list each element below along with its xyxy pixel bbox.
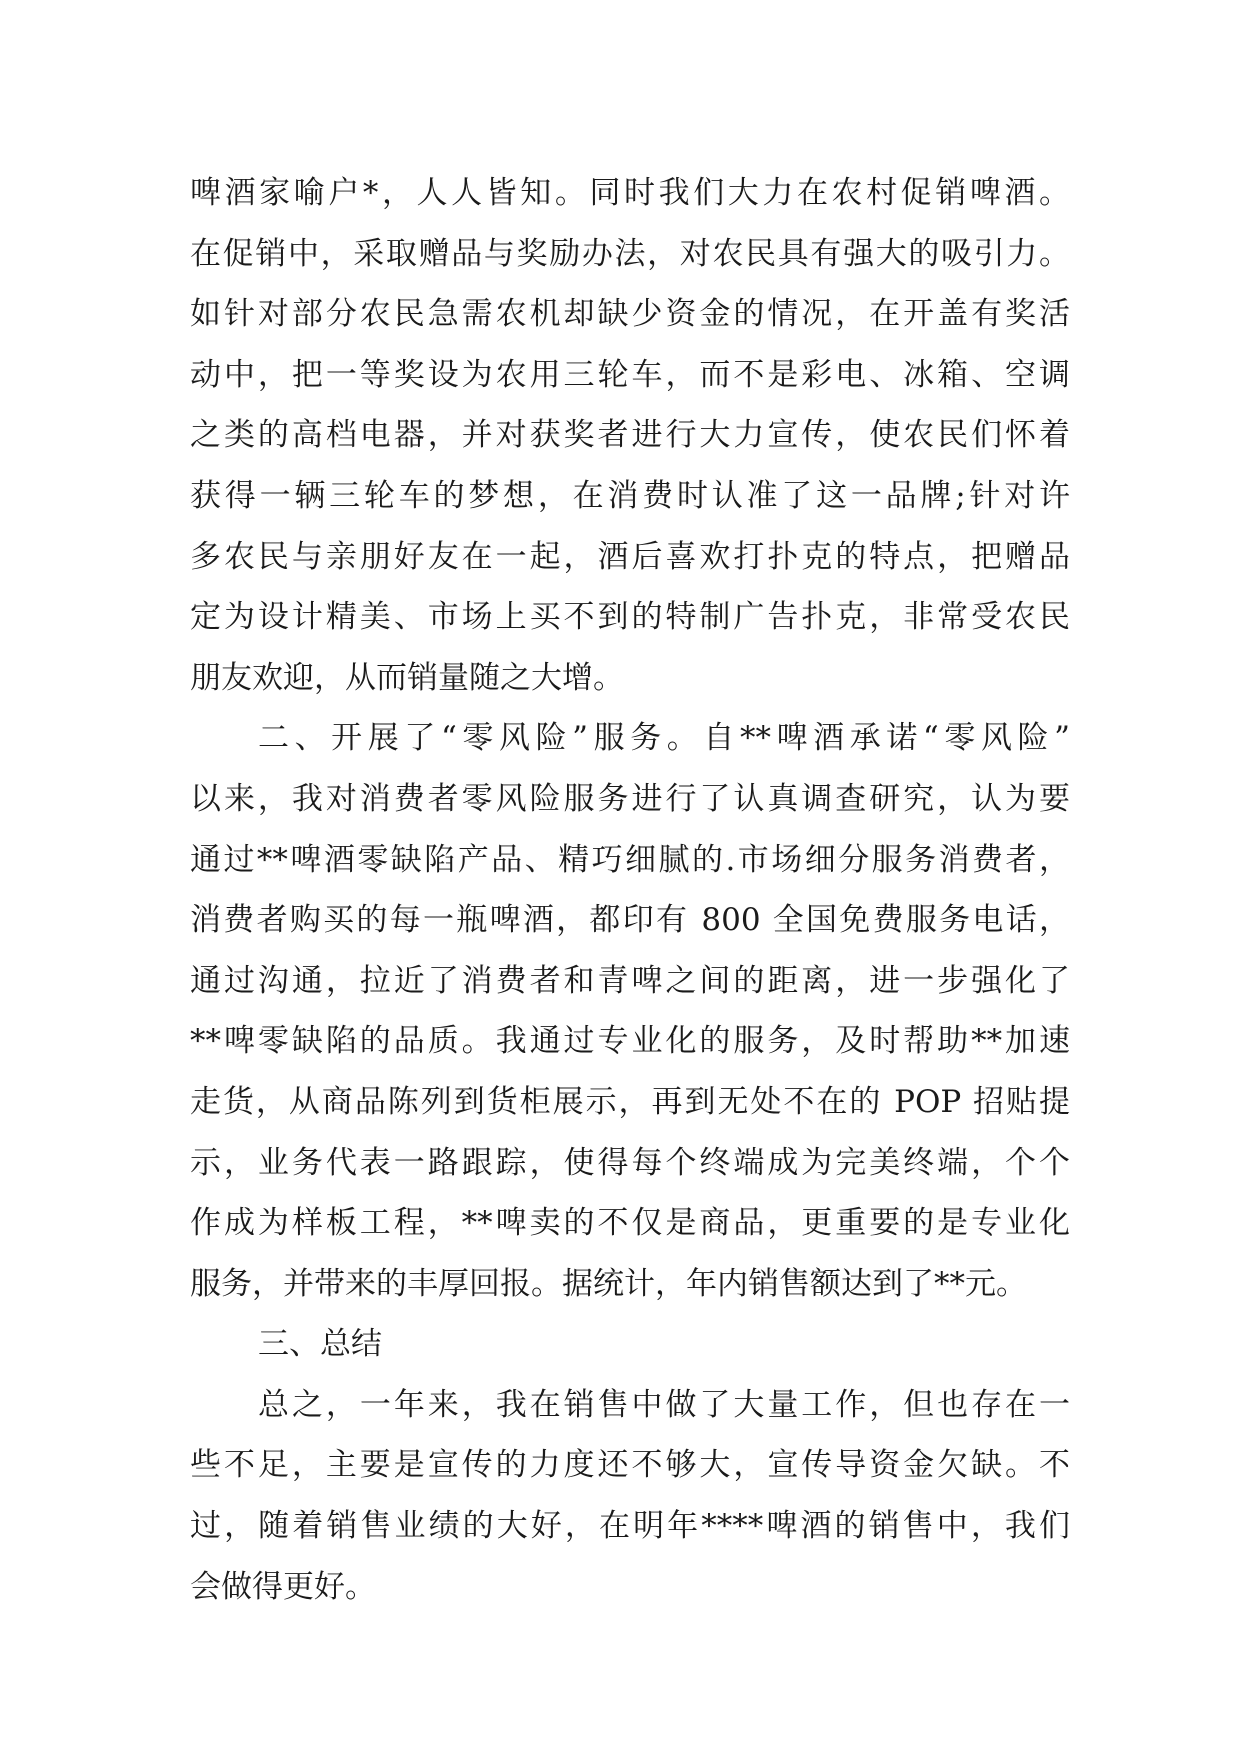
text-line: 示，业务代表一路跟踪，使得每个终端成为完美终端，个个: [190, 1144, 1070, 1181]
text-line: **啤零缺陷的品质。我通过专业化的服务，及时帮助**加速: [190, 1023, 1070, 1060]
text-line: 多农民与亲朋好友在一起，酒后喜欢打扑克的特点，把赠品: [190, 538, 1070, 575]
text-line: 定为设计精美、市场上买不到的特制广告扑克，非常受农民: [190, 599, 1070, 636]
text-line: 服务，并带来的丰厚回报。据统计，年内销售额达到了**元。: [190, 1265, 1027, 1302]
text-line: 作成为样板工程，**啤卖的不仅是商品，更重要的是专业化: [190, 1205, 1070, 1242]
document-body: [190, 163, 1070, 1617]
section-heading-2: 二、开展了“零风险”服务。自**啤酒承诺“零风险”: [258, 720, 1070, 757]
text-line: 如针对部分农民急需农机却缺少资金的情况，在开盖有奖活: [190, 296, 1070, 333]
text-line: 啤酒家喻户*，人人皆知。同时我们大力在农村促销啤酒。: [190, 175, 1070, 211]
text-line: 在促销中，采取赠品与奖励办法，对农民具有强大的吸引力。: [190, 235, 1070, 272]
text-line: 动中，把一等奖设为农用三轮车，而不是彩电、冰箱、空调: [190, 356, 1070, 393]
text-line: 之类的高档电器，并对获奖者进行大力宣传，使农民们怀着: [190, 417, 1070, 454]
text-line: 获得一辆三轮车的梦想，在消费时认准了这一品牌;针对许: [190, 477, 1070, 514]
text-line: 通过沟通，拉近了消费者和青啤之间的距离，进一步强化了: [190, 962, 1070, 999]
text-line: 以来，我对消费者零风险服务进行了认真调查研究，认为要: [190, 780, 1070, 817]
text-line: 会做得更好。: [190, 1568, 376, 1605]
text-line: 过，随着销售业绩的大好，在明年****啤酒的销售中，我们: [190, 1508, 1070, 1545]
section-heading-3: 三、总结: [258, 1326, 382, 1363]
text-line: 消费者购买的每一瓶啤酒，都印有 800 全国免费服务电话，: [190, 902, 1070, 939]
text-line: 走货，从商品陈列到货柜展示，再到无处不在的 POP 招贴提: [190, 1083, 1070, 1120]
text-line: 通过**啤酒零缺陷产品、精巧细腻的.市场细分服务消费者，: [190, 841, 1070, 878]
text-line: 总之，一年来，我在销售中做了大量工作，但也存在一: [258, 1386, 1070, 1423]
text-line: 朋友欢迎，从而销量随之大增。: [190, 659, 624, 696]
text-line: 些不足，主要是宣传的力度还不够大，宣传导资金欠缺。不: [190, 1447, 1070, 1484]
